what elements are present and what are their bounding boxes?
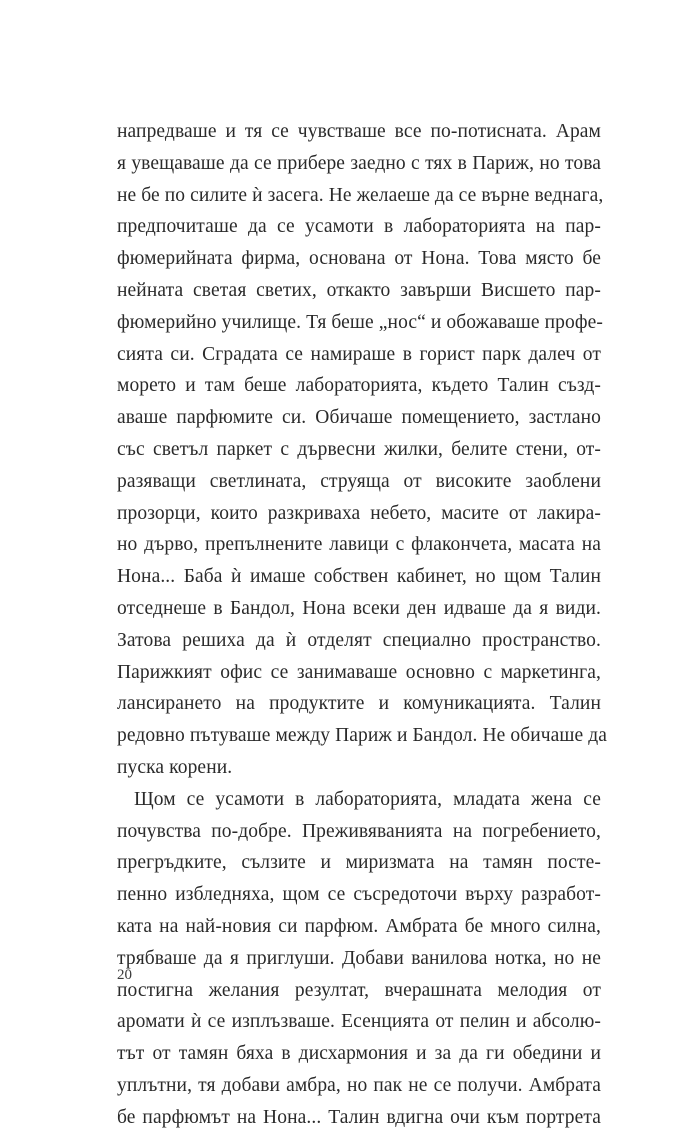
- body-text: [117, 116, 608, 1134]
- text-line: почувства по-добре. Преживяванията на погребението,: [117, 820, 601, 842]
- text-line: отседнеше в Бандол, Нона всеки ден идваше да я види.: [117, 597, 601, 619]
- text-line: аромати ѝ се изплъзваше. Есенцията от пелин и абсолю-: [117, 1011, 601, 1033]
- text-line: редовно пътуваше между Париж и Бандол. Не обичаше да: [117, 725, 608, 747]
- text-line: разяващи светлината, струяща от високите заоблени: [117, 470, 601, 492]
- text-line: тът от тамян бяха в дисхармония и за да ги обедини и: [117, 1043, 601, 1065]
- text-line: пенно избледняха, щом се съсредоточи върху разработ-: [117, 884, 601, 906]
- text-line: аваше парфюмите си. Обичаше помещението, застлано: [117, 407, 601, 429]
- page-number: 20: [117, 967, 132, 983]
- text-line: нейната светая светих, откакто завърши Висшето пар-: [117, 279, 601, 301]
- text-line: напредваше и тя се чувстваше все по-потисната. Арам: [117, 121, 601, 142]
- text-line: прозорци, които разкриваха небето, масите от лакира-: [117, 502, 601, 524]
- text-line: Затова решиха да ѝ отделят специално пространство.: [117, 629, 601, 651]
- text-line: със светъл паркет с дървесни жилки, белите стени, от-: [117, 438, 601, 460]
- text-line: фюмерийната фирма, основана от Нона. Това място бе: [117, 248, 601, 270]
- text-line: постигна желания резултат, вчерашната мелодия от: [117, 979, 601, 1001]
- text-line: бе парфюмът на Нона... Талин вдигна очи към портрета: [117, 1106, 601, 1128]
- text-line: но дърво, препълнените лавици с флакончета, масата на: [117, 534, 601, 556]
- text-line: пуска корени.: [117, 756, 233, 778]
- text-line: прегръдките, сълзите и миризмата на тамян постe-: [117, 852, 601, 874]
- text-line: Парижкият офис се занимаваше основно с маркетинга,: [117, 661, 601, 683]
- text-line: предпочиташе да се усамоти в лабораторията на пар-: [117, 216, 601, 238]
- text-line: морето и там беше лабораторията, където Талин създ-: [117, 375, 601, 397]
- text-line: Щом се усамоти в лабораторията, младата жена се: [134, 788, 601, 810]
- text-line: лансирането на продуктите и комуникацията. Талин: [117, 693, 601, 715]
- text-line: трябваше да я приглуши. Добави ванилова нотка, но не: [117, 947, 601, 969]
- text-line: фюмерийно училище. Тя беше „нос“ и обожаваше профе-: [117, 311, 603, 333]
- text-line: Нона... Баба ѝ имаше собствен кабинет, но щом Талин: [117, 566, 601, 588]
- text-line: я увещаваше да се прибере заедно с тях в Париж, но това: [117, 152, 601, 174]
- text-line: уплътни, тя добави амбра, но пак не се получи. Амбрата: [117, 1074, 601, 1096]
- text-line: сията си. Сградата се намираше в горист парк далеч от: [117, 343, 601, 365]
- text-line: ката на най-новия си парфюм. Амбрата бе много силна,: [117, 915, 601, 937]
- text-line: не бе по силите ѝ засега. Не желаеше да се върне веднага,: [117, 184, 604, 206]
